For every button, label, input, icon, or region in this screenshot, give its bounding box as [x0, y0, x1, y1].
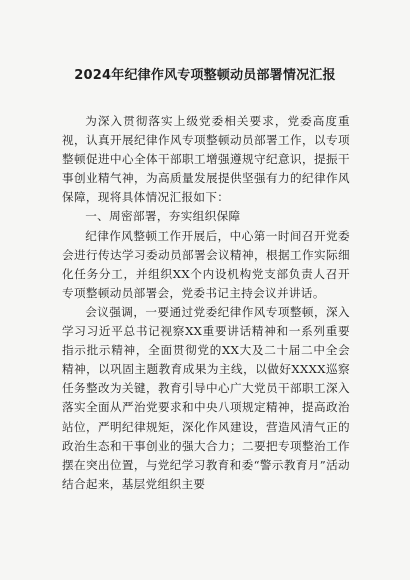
document-title: 2024年纪律作风专项整顿动员部署情况汇报	[74, 68, 336, 83]
paragraph-deployment: 纪律作风整顿工作开展后，中心第一时间召开党委会进行传达学习委动员部署会议精神，根据工作实际细化任务分工，并组织XX个内设机构党支部负责人召开专项整顿动员部署会，党委书记主持会议并讲话。	[62, 228, 350, 300]
document-body	[62, 112, 350, 494]
paragraph-meeting: 会议强调，一要通过党委纪律作风专项整顿，深入学习习近平总书记视察XX重要讲话精神和一系列重要指示批示精神，全面贯彻党的XX大及二十届二中全会精神，以巩固主题教育成果为主线，以做好XXXX巡察任务整改为关键，教育引导中心广大党员干部职工深入落实全面从严治党要求和中央八项规定精神，提高政治站位，严明纪律规矩，深化作风建设，营造风清气正的政治生态和干事创业的强大合力；二要把专项整治工作摆在突出位置，与党纪学习教育和委“警示教育月”活动结合起来，基层党组织主要	[62, 304, 350, 491]
paragraph-intro: 为深入贯彻落实上级党委相关要求，党委高度重视，认真开展纪律作风专项整顿动员部署工作，以专项整顿促进中心全体干部职工增强遵规守纪意识，提振干事创业精气神，为高质量发展提供坚强有力的纪律作风保障，现将具体情况汇报如下：	[62, 114, 350, 205]
section-heading-1: 一、周密部署，夯实组织保障	[85, 209, 241, 224]
